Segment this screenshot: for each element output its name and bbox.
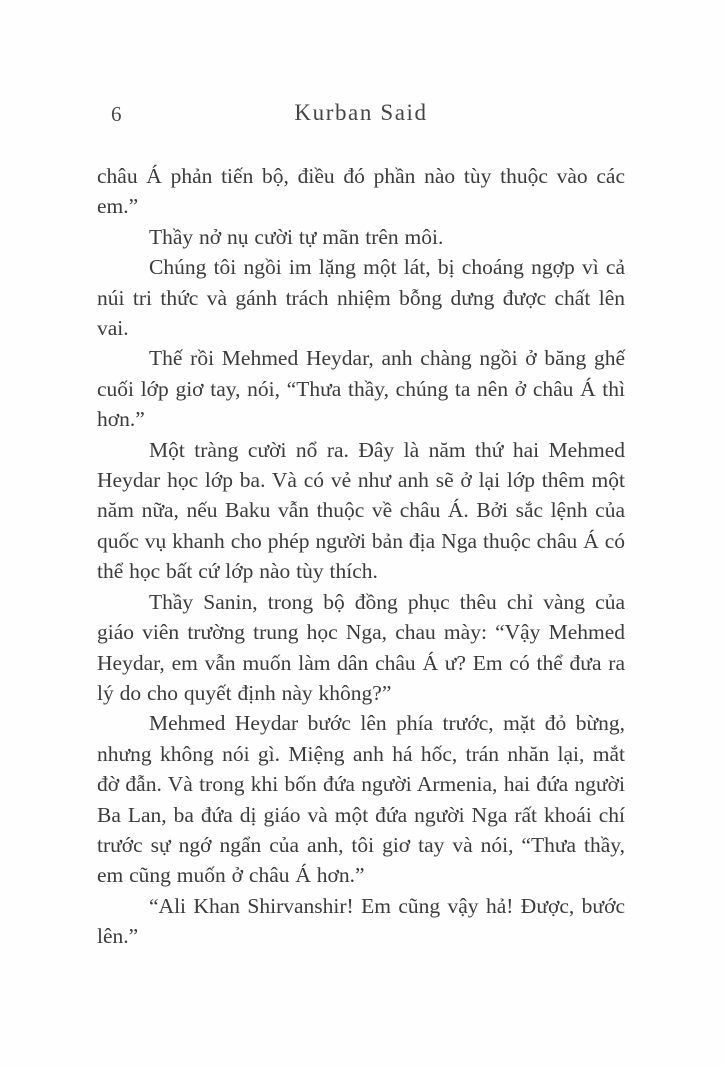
paragraph: Thầy nở nụ cười tự mãn trên môi. — [149, 224, 444, 249]
paragraph: Mehmed Heydar bước lên phía trước, mặt đỏ bừng, nhưng không nói gì. Miệng anh há hốc, trán nhăn lại, mắt đờ đẫn. Và trong khi bốn đứa người Armenia, hai đứa người Ba Lan, ba đứa dị giáo và một đứa người Nga rất khoái chí trước sự ngớ ngẩn của anh, tôi giơ tay và nói, “Thưa thầy, em cũng muốn ở châu Á hơn.” — [97, 711, 625, 888]
paragraph: Chúng tôi ngồi im lặng một lát, bị choáng ngợp vì cả núi tri thức và gánh trách nhiệm bỗng dưng được chất lên vai. — [97, 255, 625, 341]
running-header-author: Kurban Said — [294, 100, 428, 125]
body-text — [97, 161, 625, 952]
paragraph: Một tràng cười nổ ra. Đây là năm thứ hai Mehmed Heydar học lớp ba. Và có vẻ như anh sẽ ở lại lớp thêm một năm nữa, nếu Baku vẫn thuộc về châu Á. Bởi sắc lệnh của quốc vụ khanh cho phép người bản địa Nga thuộc châu Á có thể học bất cứ lớp nào tùy thích. — [97, 437, 625, 584]
page-number: 6 — [111, 102, 122, 126]
running-header — [97, 100, 625, 128]
paragraph-continuation: châu Á phản tiến bộ, điều đó phần nào tùy thuộc vào các em.” — [97, 164, 625, 219]
paragraph: “Ali Khan Shirvanshir! Em cũng vậy hả! Được, bước lên.” — [97, 893, 625, 949]
paragraph: Thế rồi Mehmed Heydar, anh chàng ngồi ở băng ghế cuối lớp giơ tay, nói, “Thưa thầy, chúng ta nên ở châu Á thì hơn.” — [97, 346, 625, 432]
paragraph: Thầy Sanin, trong bộ đồng phục thêu chỉ vàng của giáo viên trường trung học Nga, chau mày: “Vậy Mehmed Heydar, em vẫn muốn làm dân châu Á ư? Em có thể đưa ra lý do cho quyết định này không?” — [97, 589, 625, 705]
